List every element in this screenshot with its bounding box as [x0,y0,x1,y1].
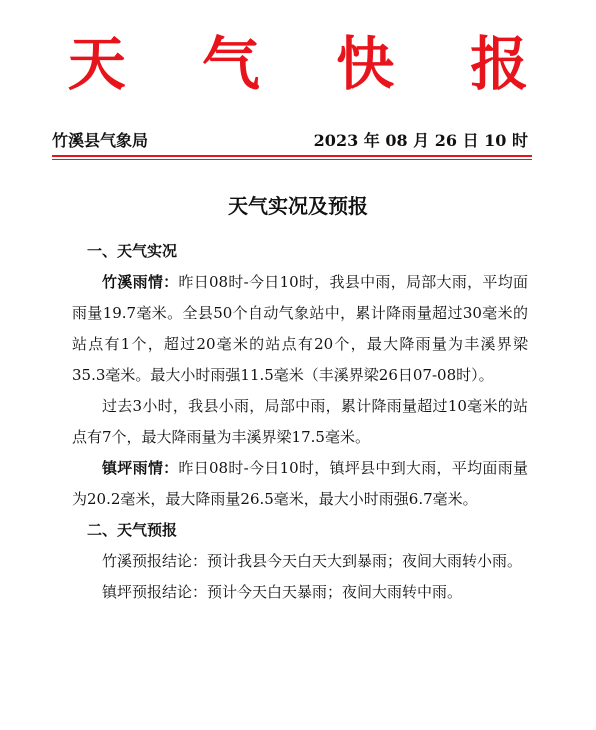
document-title: 天气实况及预报 [228,194,368,218]
paragraph-zhenping-forecast: 镇坪预报结论：预计今天白天暴雨；夜间大雨转中雨。 [102,583,463,601]
paragraph-recent-rainfall: 过去3小时，我县小雨，局部中雨，累计降雨量超过10毫米的站点有7个，最大降雨量为丰溪界梁17.5毫米。 [72,397,528,446]
header-divider-thick [52,155,532,157]
zhuxi-rainfall-text: 昨日08时-今日10时，我县中雨，局部大雨，平均面雨量19.7毫米。全县50个自动气象站中，累计降雨量超过30毫米的站点有1个，超过20毫米的站点有20个，最大降雨量为丰溪界梁35.3毫米。最大小时雨强11.5毫米（丰溪界梁26日07-08时）。 [72,273,528,384]
paragraph-zhenping-rainfall [72,453,528,515]
paragraph-zhuxi-rainfall [72,267,528,391]
zhenping-rainfall-text: 昨日08时-今日10时，镇坪县中到大雨，平均面雨量为20.2毫米，最大降雨量26.5毫米，最大小时雨强6.7毫米。 [72,459,528,508]
masthead-title: 天 气 快 报 [67,30,557,98]
issue-info-row [52,130,528,152]
zhenping-rainfall-label: 镇坪雨情： [102,459,179,477]
header-divider-thin [52,159,532,160]
document-body [72,236,528,608]
section-heading-forecast: 二、天气预报 [87,521,178,539]
issue-datetime: 2023 年 08 月 26 日 10 时 [313,131,528,150]
paragraph-zhuxi-forecast: 竹溪预报结论：预计我县今天白天大到暴雨；夜间大雨转小雨。 [102,552,523,570]
issuer-name: 竹溪县气象局 [52,131,149,150]
section-heading-observations: 一、天气实况 [87,242,178,260]
masthead [0,30,596,98]
zhuxi-rainfall-label: 竹溪雨情： [102,273,179,291]
